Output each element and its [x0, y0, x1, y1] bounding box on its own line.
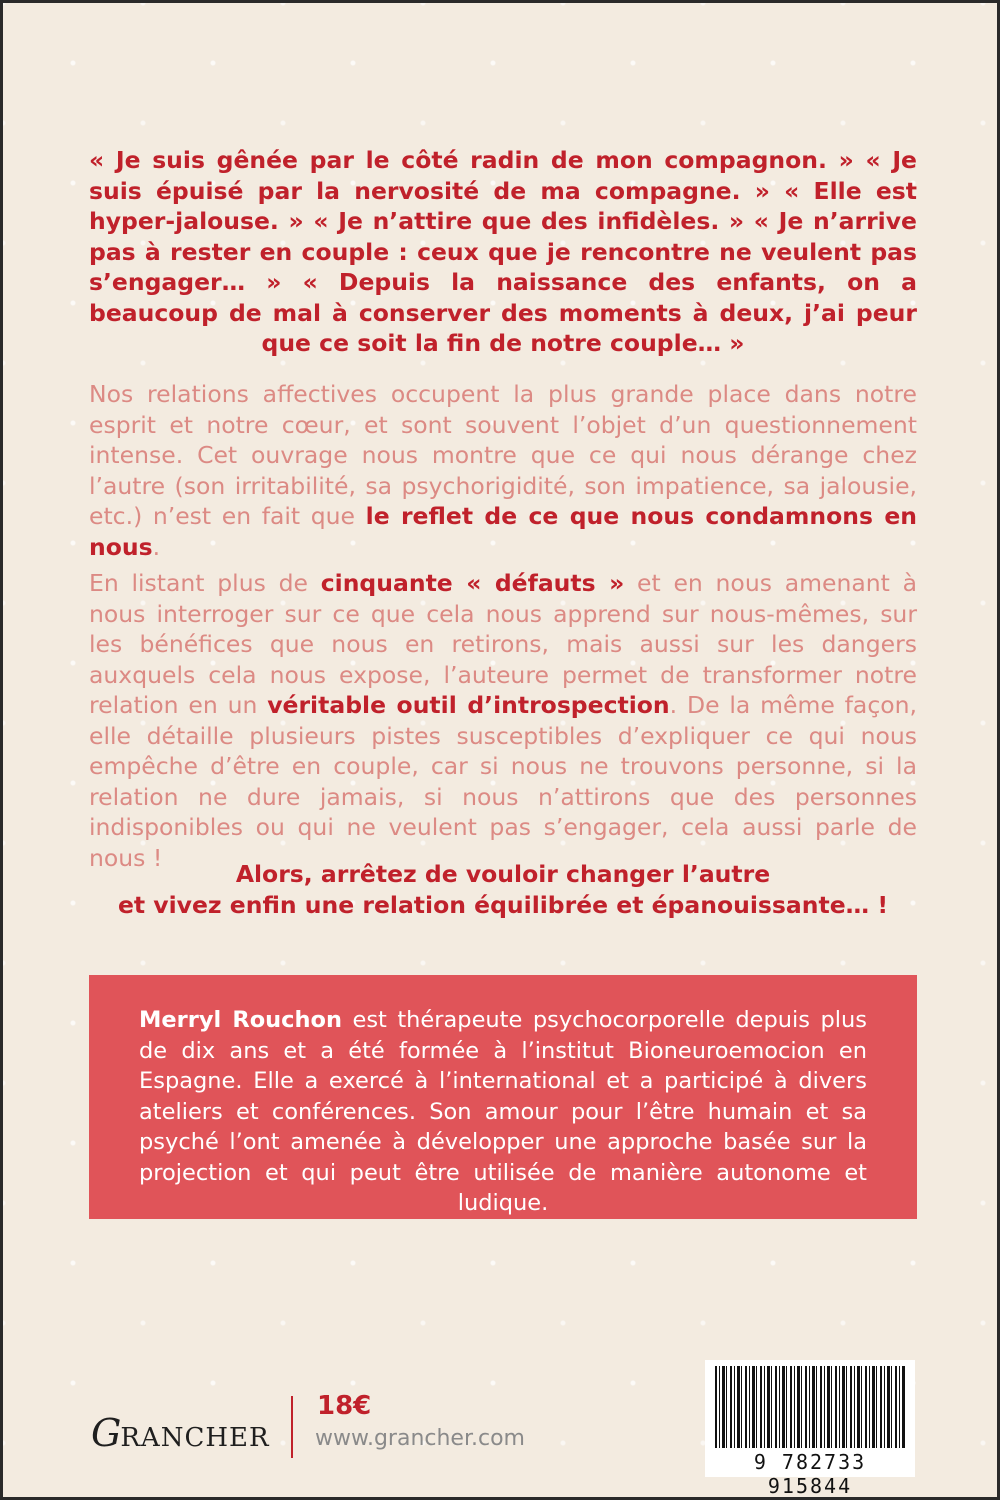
- footer-divider: [291, 1396, 293, 1458]
- closing-line-1: Alors, arrêtez de vouloir changer l’autre: [235, 860, 771, 888]
- publisher-logo: [91, 1411, 270, 1455]
- description-2-part1: En listant plus de: [89, 569, 321, 597]
- description-2-part2: et en nous amenant à nous interroger sur ce que cela nous apprend sur nous-mêmes, sur les bénéfices que nous en retirons, mais aussi sur les dangers auxquels cela nous expose, l’auteure permet de transformer notre relation en un: [89, 569, 917, 719]
- isbn-number: 9 782733 915844: [753, 1450, 867, 1498]
- description-2-part3: . De la même façon, elle détaille plusieurs pistes susceptibles d’expliquer ce qui nous empêche d’être en couple, car si nous ne trouvons personne, si la relation ne dure jamais, si nous n’attirons que des personnes indisponibles ou qui ne veulent pas s’engager, cela aussi parle de nous !: [89, 691, 917, 872]
- publisher-logo-initial: G: [91, 1411, 121, 1455]
- closing-statement: [89, 859, 917, 920]
- publisher-logo-rest: RANCHER: [120, 1423, 270, 1453]
- closing-line-2: et vivez enfin une relation équilibrée et épanouissante… !: [117, 890, 889, 919]
- isbn-barcode: [705, 1360, 915, 1498]
- website-link[interactable]: www.grancher.com: [315, 1426, 525, 1451]
- description-2-highlight2: véritable outil d’introspection: [267, 691, 670, 719]
- author-bio: [139, 1005, 867, 1219]
- author-bio-text: est thérapeute psychocorporelle depuis plus de dix ans et a été formée à l’institut Bioneuroemocion en Espagne. Elle a exercé à l’international et a participé à divers ateliers et conférences. Son amour pour l’être humain et sa psyché l’ont amenée à développer une approche basée sur la projection et qui peut être utilisée de manière autonome et ludique.: [139, 1007, 868, 1216]
- description-paragraph-2: [89, 568, 917, 873]
- price-label: 18€: [317, 1391, 372, 1421]
- description-2-highlight1: cinquante « défauts »: [320, 569, 625, 597]
- barcode-bars: [715, 1366, 905, 1448]
- author-name: Merryl Rouchon: [139, 1007, 343, 1033]
- description-paragraph-1: [89, 379, 917, 562]
- quote-paragraph: « Je suis gênée par le côté radin de mon compagnon. » « Je suis épuisé par la nervosité de ma compagne. » « Elle est hyper-jalouse. » « Je n’attire que des infidèles. » « Je n’arrive pas à rester en couple : ceux que je rencontre ne veulent pas s’engager… » « Depuis la naissance des enfants, on a beaucoup de mal à conserver des moments à deux, j’ai peur que ce soit la fin de notre couple… »: [89, 146, 917, 357]
- description-1-highlight: le reflet de ce que nous condamnons en nous: [89, 502, 917, 561]
- author-bio-box: [89, 975, 917, 1219]
- description-1-end: .: [152, 532, 161, 561]
- description-1-text: Nos relations affectives occupent la plus grande place dans notre esprit et notre cœur, et sont souvent l’objet d’un questionnement intense. Cet ouvrage nous montre que ce qui nous dérange chez l’autre (son irritabilité, sa psychorigidité, son impatience, sa jalousie, etc.) n’est en fait que: [89, 380, 917, 530]
